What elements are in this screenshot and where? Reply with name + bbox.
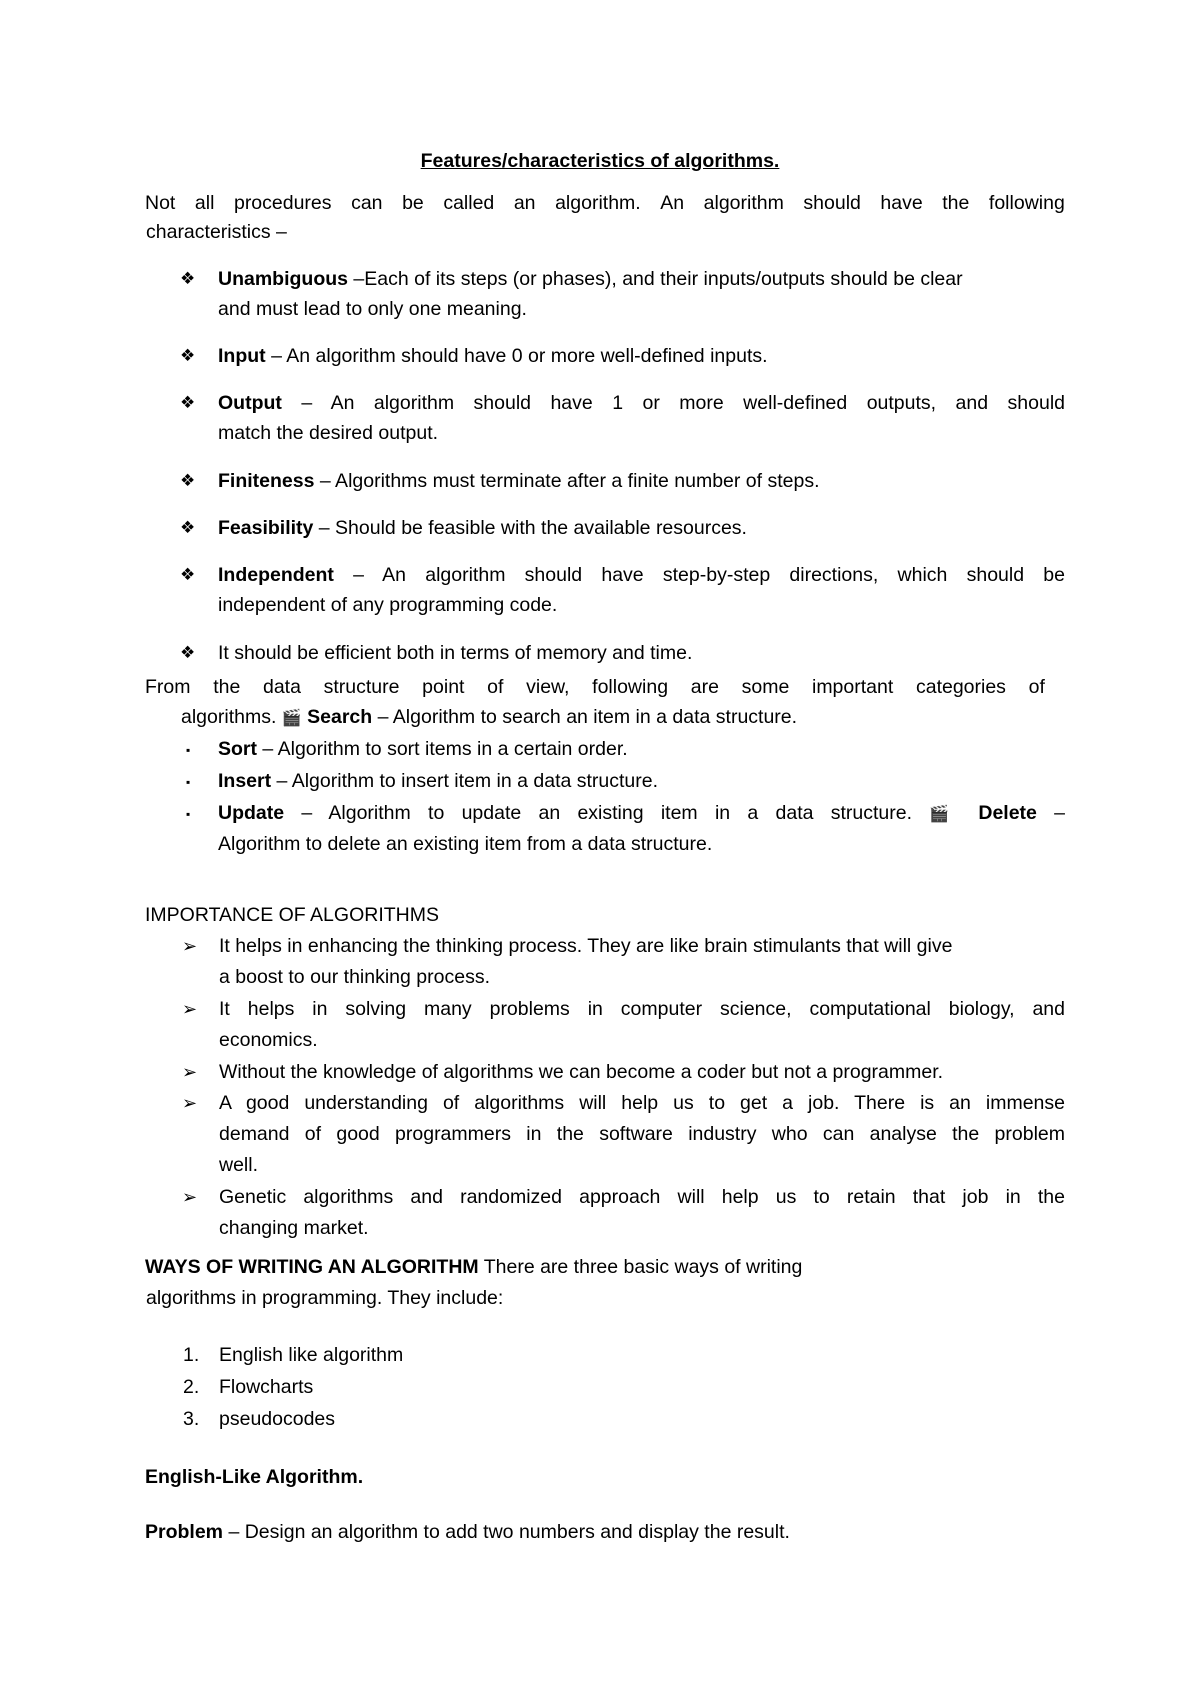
text: There are three basic ways of writing (478, 1256, 803, 1278)
word: an (513, 192, 536, 214)
word: following (988, 192, 1065, 214)
category-update (218, 804, 1065, 824)
square-bullet-icon: ▪ (186, 743, 191, 757)
characteristic-feasibility (218, 519, 747, 539)
term: Update (218, 802, 285, 824)
word: procedures (233, 192, 332, 214)
word: be (402, 192, 424, 214)
category-sort (218, 740, 628, 760)
ways-heading: WAYS OF WRITING AN ALGORITHM (145, 1256, 479, 1278)
intro-line-1 (145, 192, 1065, 215)
word: structure (323, 676, 400, 698)
arrow-bullet-icon: ➢ (182, 1062, 198, 1082)
term: Unambiguous (218, 268, 348, 290)
word: Not (145, 192, 176, 214)
arrow-bullet-icon: ➢ (182, 936, 198, 956)
text: – Algorithm to update an existing item in a data structure. (284, 802, 913, 824)
importance-item-5-cont: changing market. (219, 1217, 369, 1239)
importance-item-2: It helps in solving many problems in computer science, computational biology, and (219, 998, 1065, 1020)
characteristic-finiteness (218, 472, 820, 492)
term: Search (307, 706, 373, 728)
english-like-heading: English-Like Algorithm. (145, 1466, 364, 1488)
diamond-bullet-icon: ❖ (180, 471, 196, 490)
importance-item-1-cont: a boost to our thinking process. (219, 966, 490, 988)
category-delete-cont: Algorithm to delete an existing item from a data structure. (218, 833, 713, 855)
word: important (811, 676, 894, 698)
characteristic-input (218, 347, 768, 367)
word: have (880, 192, 923, 214)
problem-statement (145, 1523, 790, 1543)
word: algorithm (703, 192, 784, 214)
word: An (660, 192, 685, 214)
term: Feasibility (218, 517, 314, 539)
word: view, (526, 676, 570, 698)
list-item: Flowcharts (219, 1376, 314, 1398)
characteristic-output (218, 394, 1065, 414)
clapperboard-icon: 🎬 (281, 710, 302, 727)
characteristic-unambiguous (218, 270, 963, 290)
term: Sort (218, 738, 257, 760)
ways-line-2: algorithms in programming. They include: (146, 1287, 504, 1309)
text: – Design an algorithm to add two numbers and display the result. (223, 1521, 790, 1543)
characteristic-independent-cont: independent of any programming code. (218, 594, 558, 616)
ways-line-1 (145, 1258, 802, 1278)
word: data (262, 676, 301, 698)
word: all (194, 192, 215, 214)
word: algorithm. (555, 192, 641, 214)
importance-item-2-cont: economics. (219, 1029, 318, 1051)
arrow-bullet-icon: ➢ (182, 999, 198, 1019)
list-number: 1. (183, 1344, 200, 1366)
square-bullet-icon: ▪ (186, 807, 191, 821)
arrow-bullet-icon: ➢ (182, 1093, 198, 1113)
categories-line-2 (181, 708, 797, 728)
word: From (145, 676, 191, 698)
word: some (741, 676, 790, 698)
text: algorithms. (181, 706, 282, 728)
arrow-bullet-icon: ➢ (182, 1187, 198, 1207)
word: the (942, 192, 970, 214)
text: – Algorithm to search an item in a data structure. (372, 706, 798, 728)
list-item: English like algorithm (219, 1344, 404, 1366)
characteristic-unambiguous-cont: and must lead to only one meaning. (218, 298, 527, 320)
importance-heading: IMPORTANCE OF ALGORITHMS (145, 904, 439, 926)
term: Problem (145, 1521, 224, 1543)
importance-item-4-cont: demand of good programmers in the software industry who can analyse the problem (219, 1123, 1065, 1145)
text: – Should be feasible with the available resources. (313, 517, 747, 539)
clapperboard-icon: 🎬 (929, 806, 962, 823)
word: are (690, 676, 719, 698)
diamond-bullet-icon: ❖ (180, 643, 196, 662)
term: Insert (218, 770, 272, 792)
term: Input (218, 345, 266, 367)
categories-line-1 (145, 676, 1045, 699)
importance-item-4-cont: well. (219, 1154, 259, 1176)
word: point (422, 676, 465, 698)
diamond-bullet-icon: ❖ (180, 565, 196, 584)
square-bullet-icon: ▪ (186, 775, 191, 789)
importance-item-1: It helps in enhancing the thinking process. They are like brain stimulants that will give (219, 935, 953, 957)
text: – An algorithm should have 1 or more well-defined outputs, and should (281, 392, 1065, 414)
word: categories (915, 676, 1006, 698)
text: – An algorithm should have 0 or more well-defined inputs. (265, 345, 768, 367)
category-insert (218, 772, 658, 792)
text: – (1054, 802, 1066, 824)
word: the (213, 676, 241, 698)
importance-item-4: A good understanding of algorithms will help us to get a job. There is an immense (219, 1092, 1065, 1114)
term: Output (218, 392, 282, 414)
word: should (803, 192, 861, 214)
text: – Algorithms must terminate after a finite number of steps. (314, 470, 820, 492)
list-number: 3. (183, 1408, 200, 1430)
word: of (487, 676, 504, 698)
word: called (443, 192, 495, 214)
text: – Algorithm to insert item in a data structure. (271, 770, 659, 792)
diamond-bullet-icon: ❖ (180, 346, 196, 365)
text: – An algorithm should have step-by-step directions, which should be (333, 564, 1065, 586)
term: Finiteness (218, 470, 315, 492)
list-item: pseudocodes (219, 1408, 336, 1430)
text: – Algorithm to sort items in a certain order. (257, 738, 628, 760)
term: Delete (978, 802, 1037, 824)
list-number: 2. (183, 1376, 200, 1398)
importance-item-3: Without the knowledge of algorithms we can become a coder but not a programmer. (219, 1061, 944, 1083)
characteristic-output-cont: match the desired output. (218, 422, 439, 444)
word: following (592, 676, 669, 698)
characteristic-independent (218, 566, 1065, 586)
intro-line-2: characteristics – (146, 221, 287, 243)
word: of (1028, 676, 1045, 698)
text: –Each of its steps (or phases), and their inputs/outputs should be clear (348, 268, 963, 290)
diamond-bullet-icon: ❖ (180, 518, 196, 537)
word: can (351, 192, 383, 214)
diamond-bullet-icon: ❖ (180, 269, 196, 288)
term: Independent (218, 564, 334, 586)
characteristic-efficient: It should be efficient both in terms of memory and time. (218, 642, 693, 664)
page-title: Features/characteristics of algorithms. (420, 150, 780, 172)
importance-item-5: Genetic algorithms and randomized approach will help us to retain that job in the (219, 1186, 1065, 1208)
diamond-bullet-icon: ❖ (180, 393, 196, 412)
